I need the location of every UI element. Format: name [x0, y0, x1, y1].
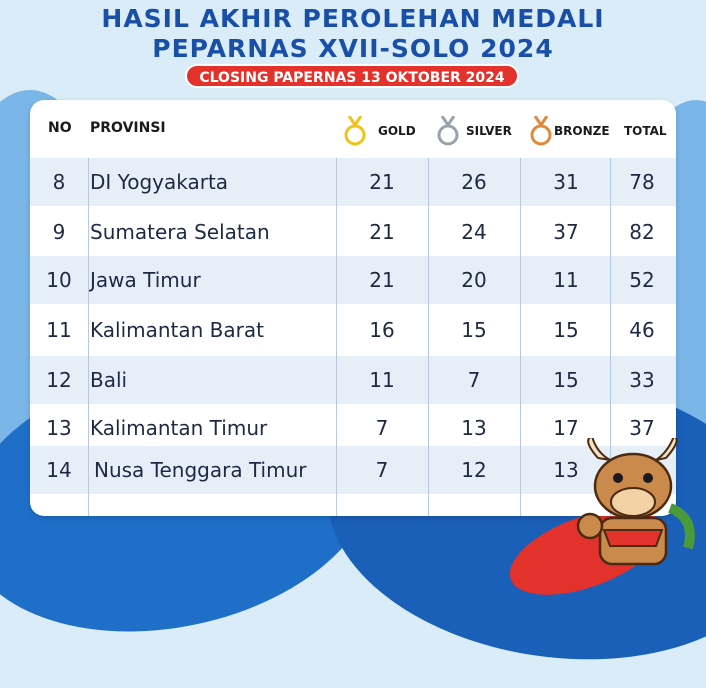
row-bronze: 13	[553, 458, 579, 482]
row-provinsi: Kalimantan Timur	[90, 416, 268, 440]
row-silver: 15	[461, 318, 487, 342]
row-total: 82	[629, 220, 655, 244]
row-no: 10	[46, 268, 72, 292]
row-no: 13	[46, 416, 72, 440]
row-total: 78	[629, 170, 655, 194]
column-divider	[88, 158, 89, 516]
row-bronze: 11	[553, 268, 579, 292]
row-gold: 21	[369, 268, 395, 292]
row-silver: 12	[461, 458, 487, 482]
row-gold: 21	[369, 220, 395, 244]
row-gold: 7	[375, 458, 389, 482]
column-divider	[520, 158, 521, 516]
row-silver: 26	[461, 170, 487, 194]
table-row	[30, 158, 676, 206]
row-no: 8	[52, 170, 66, 194]
table-row	[30, 356, 676, 404]
table-header	[30, 100, 676, 158]
row-gold: 16	[369, 318, 395, 342]
row-bronze: 31	[553, 170, 579, 194]
row-silver: 24	[461, 220, 487, 244]
row-no: 11	[46, 318, 72, 342]
row-provinsi: Bali	[90, 368, 128, 392]
page-title-line1: HASIL AKHIR PEROLEHAN MEDALI	[101, 4, 605, 33]
row-no: 9	[52, 220, 66, 244]
table-row	[30, 208, 676, 256]
row-total: 46	[629, 318, 655, 342]
row-silver: 7	[467, 368, 481, 392]
row-bronze: 17	[553, 416, 579, 440]
row-silver: 13	[461, 416, 487, 440]
row-bronze: 15	[553, 368, 579, 392]
header-bronze: BRONZE	[554, 124, 610, 138]
row-bronze: 15	[553, 318, 579, 342]
row-gold: 11	[369, 368, 395, 392]
column-divider	[428, 158, 429, 516]
table-row	[30, 306, 676, 354]
table-row	[30, 256, 676, 304]
header-total: TOTAL	[624, 124, 667, 138]
row-provinsi: Sumatera Selatan	[90, 220, 270, 244]
header-silver: SILVER	[466, 124, 512, 138]
row-provinsi: Jawa Timur	[90, 268, 201, 292]
column-divider	[336, 158, 337, 516]
row-total: 52	[629, 268, 655, 292]
gold-medal-icon	[344, 116, 366, 146]
bronze-medal-icon	[530, 116, 552, 146]
row-provinsi: Nusa Tenggara Timur	[94, 458, 307, 482]
row-no: 14	[46, 458, 72, 482]
row-no: 12	[46, 368, 72, 392]
row-total: 37	[629, 416, 655, 440]
page-title-line2: PEPARNAS XVII-SOLO 2024	[152, 34, 554, 63]
header-no: NO	[48, 120, 72, 136]
row-provinsi: Kalimantan Barat	[90, 318, 264, 342]
mascot-bull-icon	[570, 438, 700, 567]
row-total: 33	[629, 368, 655, 392]
closing-date-badge: CLOSING PAPERNAS 13 OKTOBER 2024	[185, 64, 519, 88]
row-gold: 7	[375, 416, 389, 440]
silver-medal-icon	[437, 116, 459, 146]
row-provinsi: DI Yogyakarta	[90, 170, 229, 194]
row-bronze: 37	[553, 220, 579, 244]
row-silver: 20	[461, 268, 487, 292]
row-gold: 21	[369, 170, 395, 194]
header-provinsi: PROVINSI	[90, 120, 166, 136]
header-gold: GOLD	[378, 124, 416, 138]
